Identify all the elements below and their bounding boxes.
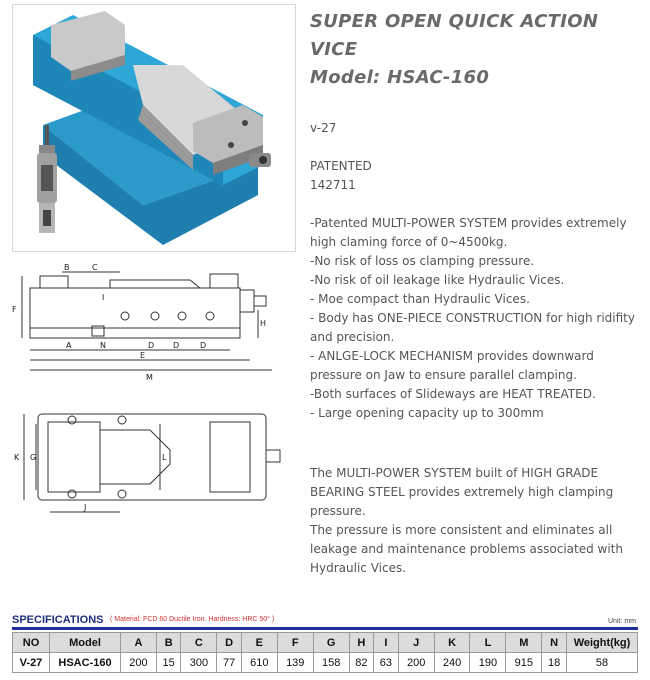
specs-note: ( Material: FCD 60 Ductile Iron. Hardness: HRC 50° ) [110,616,275,623]
header-cell: A [121,633,157,653]
dim-label-b: B [64,263,70,272]
title-line2: VICE [310,39,358,60]
cell: 15 [156,653,181,673]
dim-label-d2: D [173,341,180,350]
feature-line: - Body has ONE-PIECE CONSTRUCTION for high ridifity [310,311,635,325]
cell: 139 [277,653,313,673]
description-line: BEARING STEEL provides extremely high clamping [310,485,614,499]
cell: V-27 [13,653,50,673]
header-cell: E [241,633,277,653]
cell: 63 [374,653,399,673]
header-cell: H [349,633,374,653]
dim-label-d3: D [200,341,207,350]
dim-label-i: I [102,293,105,302]
cell: 190 [470,653,506,673]
header-cell: D [217,633,242,653]
patent-number: 142711 [310,178,356,192]
dim-label-h: H [260,319,267,328]
feature-line: -Both surfaces of Slideways are HEAT TREATED. [310,387,596,401]
dim-label-d1: D [148,341,155,350]
dim-label-k: K [14,453,20,462]
product-code: v-27 [310,121,337,135]
header-cell: I [374,633,399,653]
cell: 158 [313,653,349,673]
description-line: The MULTI-POWER SYSTEM built of HIGH GRADE [310,466,599,480]
feature-line: high claming force of 0~4500kg. [310,235,508,249]
header-cell: G [313,633,349,653]
feature-line: - ANLGE-LOCK MECHANISM provides downward [310,349,594,363]
dim-label-g: G [30,453,37,462]
dim-label-f: F [12,305,17,314]
cell: 610 [241,653,277,673]
header-cell: M [506,633,542,653]
specs-table [12,632,638,673]
title-line1: SUPER OPEN QUICK ACTION [310,11,599,32]
header-cell: Weight(kg) [567,633,638,653]
dim-label-n: N [100,341,106,350]
specs-unit: Unit: mm [608,618,636,625]
cell: 300 [181,653,217,673]
feature-line: -No risk of oil leakage like Hydraulic Vices. [310,273,565,287]
header-cell: J [398,633,434,653]
patent-label: PATENTED [310,159,372,173]
header-cell: NO [13,633,50,653]
description-line: Hydraulic Vices. [310,561,407,575]
feature-line: pressure on Jaw to ensure parallel clamping. [310,368,577,382]
dim-label-m: M [146,373,153,382]
feature-line: -Patented MULTI-POWER SYSTEM provides extremely [310,216,627,230]
dim-label-e: E [140,351,146,360]
feature-line: - Large opening capacity up to 300mm [310,406,544,420]
cell: 82 [349,653,374,673]
cell: 200 [398,653,434,673]
cell: 240 [434,653,470,673]
feature-line: - Moe compact than Hydraulic Vices. [310,292,530,306]
header-cell: F [277,633,313,653]
feature-line: -No risk of loss os clamping pressure. [310,254,535,268]
dim-label-c: C [92,263,98,272]
cell: 200 [121,653,157,673]
cell: 58 [567,653,638,673]
cell: HSAC-160 [50,653,121,673]
cell: 915 [506,653,542,673]
header-cell: K [434,633,470,653]
specs-header-row [13,633,638,653]
description-line: The pressure is more consistent and eliminates all [310,523,613,537]
header-cell: B [156,633,181,653]
top-view-drawing [10,400,300,530]
feature-line: and precision. [310,330,395,344]
table-row [13,653,638,673]
model-name: Model: HSAC-160 [310,67,490,88]
dim-label-a: A [66,341,72,350]
header-cell: N [542,633,567,653]
cell: 18 [542,653,567,673]
description-line: pressure. [310,504,366,518]
specs-title: SPECIFICATIONS [12,614,104,626]
header-cell: Model [50,633,121,653]
side-view-drawing [10,258,300,388]
header-cell: C [181,633,217,653]
description [310,464,623,578]
product-photo [12,4,296,252]
feature-list [310,214,635,423]
dim-label-l: L [162,453,167,462]
cell: 77 [217,653,242,673]
description-line: leakage and maintenance problems associated with [310,542,623,556]
product-title [310,8,640,92]
specs-divider [12,627,638,630]
dim-label-j: J [84,503,87,512]
header-cell: L [470,633,506,653]
